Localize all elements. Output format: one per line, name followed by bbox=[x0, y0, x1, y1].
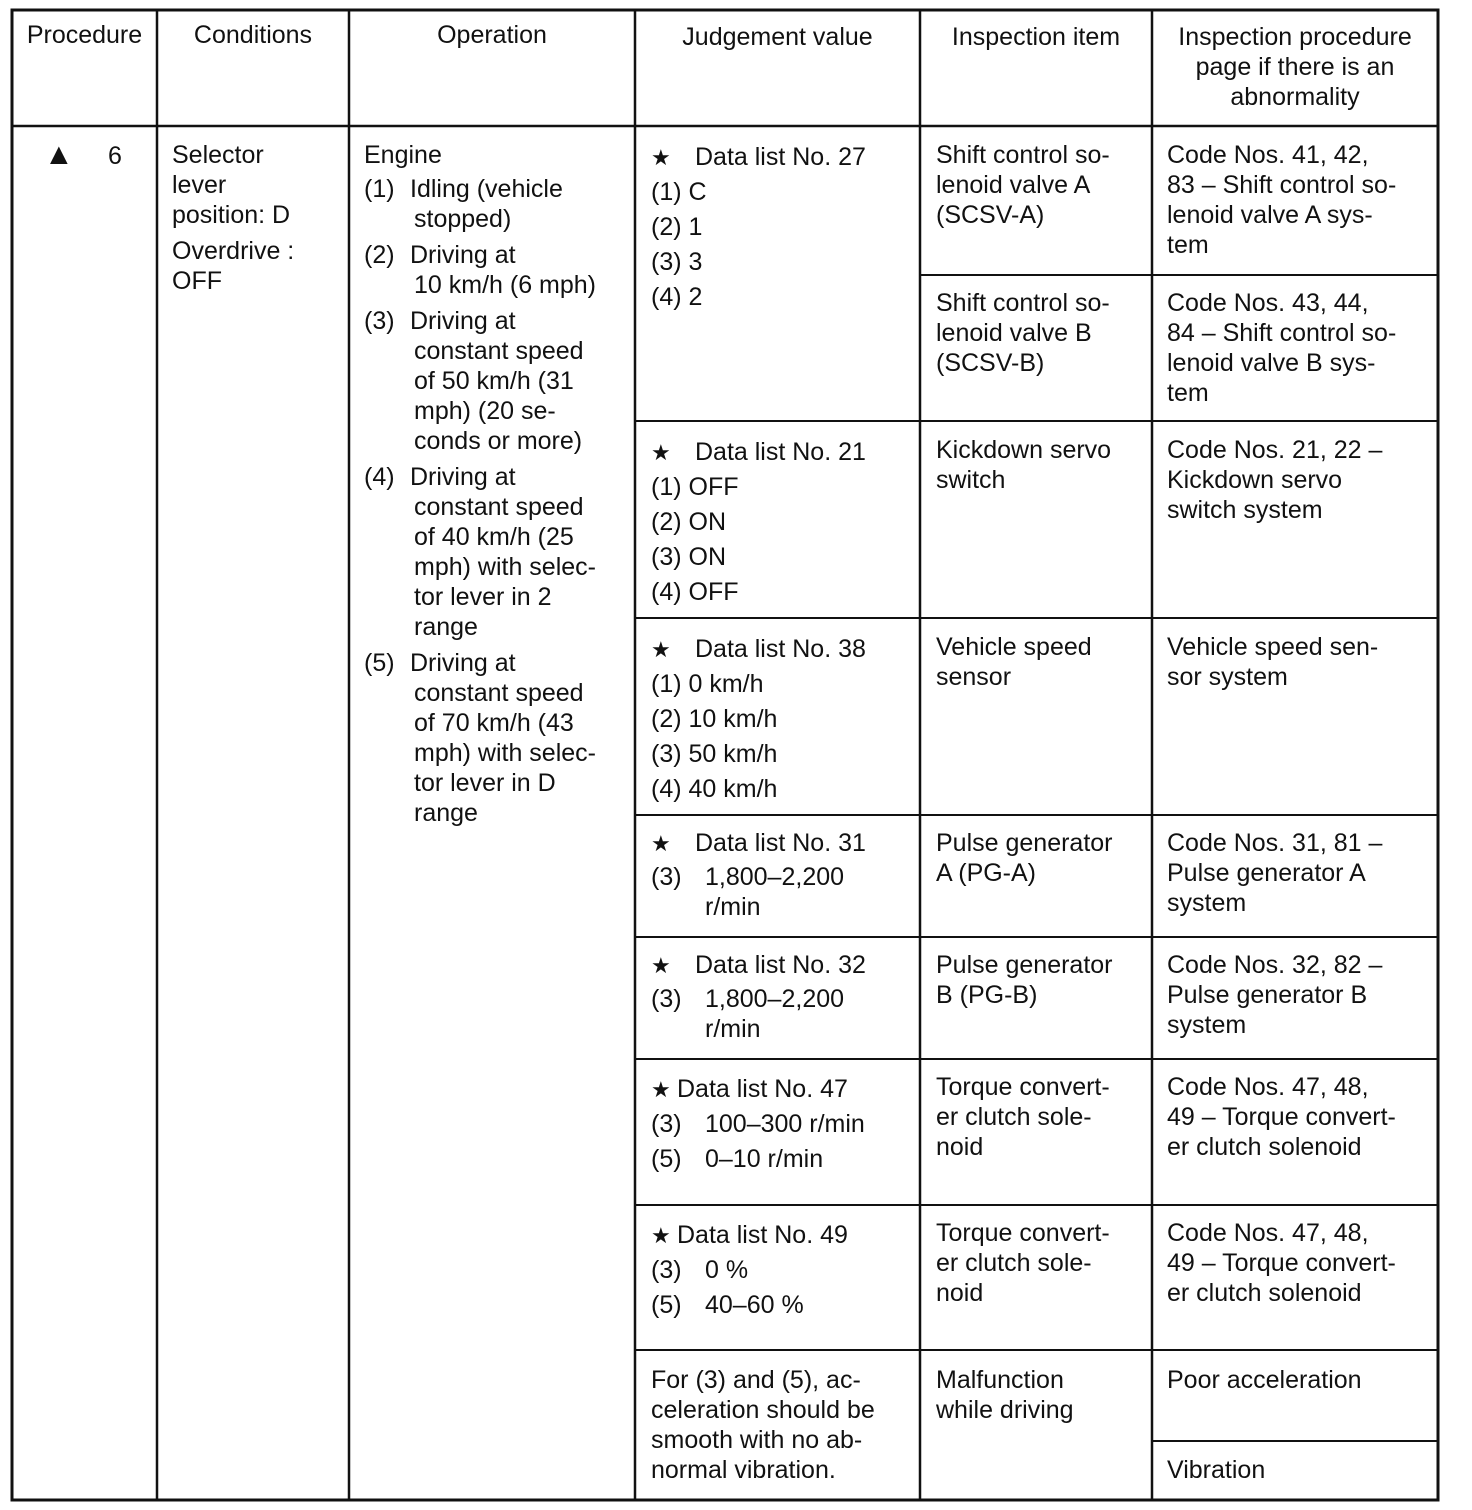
procedure-page-line: tem bbox=[1167, 231, 1209, 259]
inspection-item-line: lenoid valve B bbox=[936, 319, 1092, 347]
procedure-page-line: lenoid valve B sys- bbox=[1167, 349, 1376, 377]
inspection-item-line: (SCSV-A) bbox=[936, 201, 1045, 229]
procedure-page-line: 83 – Shift control so- bbox=[1167, 171, 1397, 199]
procedure-page-line: lenoid valve A sys- bbox=[1167, 201, 1373, 229]
inspection-item-line: noid bbox=[936, 1133, 984, 1161]
step-text: constant speed bbox=[414, 679, 584, 707]
procedure-page-line: Code Nos. 21, 22 – bbox=[1167, 436, 1383, 464]
operation-step bbox=[364, 462, 632, 642]
header-inspection-procedure bbox=[1152, 22, 1438, 112]
data-list-title: Data list No. 32 bbox=[695, 951, 866, 979]
judgement-text-line: celeration should be bbox=[651, 1396, 875, 1424]
data-list-title: Data list No. 47 bbox=[677, 1075, 848, 1103]
header-inspection-item: Inspection item bbox=[951, 23, 1121, 51]
star-icon: ★ bbox=[651, 831, 671, 856]
step-text: Driving at bbox=[410, 463, 516, 491]
inspection-item-line: Pulse generator bbox=[936, 829, 1113, 857]
step-text: tor lever in 2 bbox=[414, 583, 552, 611]
procedure-page-line: er clutch solenoid bbox=[1167, 1279, 1362, 1307]
judgement-value: (1) 0 km/h bbox=[651, 670, 764, 698]
operation-step bbox=[364, 306, 632, 456]
judgement-cell bbox=[651, 1218, 916, 1323]
step-text: constant speed bbox=[414, 493, 584, 521]
inspection-item-line: Torque convert- bbox=[936, 1219, 1110, 1247]
procedure-page-line: Pulse generator B bbox=[1167, 981, 1368, 1009]
judgement-cell bbox=[651, 140, 916, 315]
procedure-page-line: Pulse generator A bbox=[1167, 859, 1366, 887]
data-list-title: Data list No. 21 bbox=[695, 438, 866, 466]
inspection-item-line: er clutch sole- bbox=[936, 1103, 1092, 1131]
step-text: range bbox=[414, 799, 478, 827]
inspection-item-line: A (PG-A) bbox=[936, 859, 1037, 887]
step-reference: (5) bbox=[651, 1291, 682, 1319]
step-number: (3) bbox=[364, 307, 395, 335]
conditions-line: OFF bbox=[172, 267, 222, 295]
header-line: Inspection procedure bbox=[1178, 23, 1412, 51]
warning-triangle-icon: ▲ bbox=[44, 138, 74, 171]
data-list-title: Data list No. 38 bbox=[695, 635, 866, 663]
procedure-page-cell bbox=[1167, 140, 1435, 260]
operation-step bbox=[364, 648, 632, 828]
judgement-cell bbox=[651, 632, 916, 807]
procedure-page-cell bbox=[1167, 1218, 1435, 1308]
procedure-page-line: 49 – Torque convert- bbox=[1167, 1103, 1396, 1131]
procedure-page-cell bbox=[1167, 1072, 1435, 1162]
judgement-value: (4) 2 bbox=[651, 283, 703, 311]
star-icon: ★ bbox=[651, 1223, 671, 1248]
data-list-title: Data list No. 27 bbox=[695, 143, 866, 171]
step-text: 10 km/h (6 mph) bbox=[414, 271, 597, 299]
step-text: of 50 km/h (31 bbox=[414, 367, 574, 395]
step-number: (2) bbox=[364, 241, 395, 269]
conditions-line: lever bbox=[172, 171, 227, 199]
star-icon: ★ bbox=[651, 145, 671, 170]
procedure-page-cell bbox=[1167, 1455, 1435, 1485]
inspection-item-cell bbox=[936, 140, 1150, 230]
operation-title: Engine bbox=[364, 141, 442, 169]
step-reference: (3) bbox=[651, 985, 682, 1013]
procedure-page-line: Code Nos. 32, 82 – bbox=[1167, 951, 1383, 979]
procedure-page-line: Vehicle speed sen- bbox=[1167, 633, 1379, 661]
procedure-page-cell bbox=[1167, 632, 1435, 692]
step-text: mph) (20 se- bbox=[414, 397, 556, 425]
judgement-value: r/min bbox=[705, 893, 761, 921]
header-line: abnormality bbox=[1230, 83, 1360, 111]
judgement-value: 0–10 r/min bbox=[705, 1145, 824, 1173]
procedure-page-cell bbox=[1167, 1365, 1435, 1395]
header-operation: Operation bbox=[437, 21, 547, 49]
inspection-item-line: (SCSV-B) bbox=[936, 349, 1045, 377]
inspection-item-cell bbox=[936, 828, 1150, 888]
procedure-page-line: Code Nos. 47, 48, bbox=[1167, 1073, 1369, 1101]
procedure-page-line: Vibration bbox=[1167, 1456, 1266, 1484]
data-list-title: Data list No. 49 bbox=[677, 1221, 848, 1249]
procedure-page-line: Code Nos. 47, 48, bbox=[1167, 1219, 1369, 1247]
inspection-item-line: Malfunction bbox=[936, 1366, 1064, 1394]
inspection-item-cell bbox=[936, 435, 1150, 495]
data-list-title: Data list No. 31 bbox=[695, 829, 866, 857]
header-procedure: Procedure bbox=[26, 21, 143, 49]
judgement-cell bbox=[651, 435, 916, 610]
step-reference: (3) bbox=[651, 1256, 682, 1284]
inspection-item-line: Pulse generator bbox=[936, 951, 1113, 979]
procedure-page-line: 49 – Torque convert- bbox=[1167, 1249, 1396, 1277]
conditions-line: Overdrive : bbox=[172, 237, 295, 265]
operation-cell bbox=[364, 140, 632, 828]
procedure-number: 6 bbox=[108, 142, 122, 170]
step-reference: (5) bbox=[651, 1145, 682, 1173]
step-text: stopped) bbox=[414, 205, 512, 233]
judgement-cell bbox=[651, 1072, 916, 1177]
procedure-page-line: Code Nos. 31, 81 – bbox=[1167, 829, 1383, 857]
step-reference: (3) bbox=[651, 1110, 682, 1138]
inspection-item-cell bbox=[936, 950, 1150, 1010]
step-text: mph) with selec- bbox=[414, 739, 596, 767]
step-number: (1) bbox=[364, 175, 395, 203]
step-number: (5) bbox=[364, 649, 395, 677]
judgement-value: (3) 3 bbox=[651, 248, 703, 276]
star-icon: ★ bbox=[651, 1077, 671, 1102]
procedure-page-line: Poor acceleration bbox=[1167, 1366, 1362, 1394]
step-text: tor lever in D bbox=[414, 769, 556, 797]
operation-step bbox=[364, 174, 632, 234]
step-text: Driving at bbox=[410, 307, 516, 335]
procedure-page-cell bbox=[1167, 828, 1435, 918]
header-conditions: Conditions bbox=[193, 21, 313, 49]
judgement-cell bbox=[651, 828, 916, 922]
inspection-item-cell bbox=[936, 1072, 1150, 1162]
judgement-cell bbox=[651, 1365, 916, 1485]
step-text: of 70 km/h (43 bbox=[414, 709, 574, 737]
judgement-text-line: smooth with no ab- bbox=[651, 1426, 863, 1454]
judgement-value: (3) 50 km/h bbox=[651, 740, 778, 768]
procedure-page-cell bbox=[1167, 435, 1435, 525]
procedure-page-line: Code Nos. 41, 42, bbox=[1167, 141, 1369, 169]
inspection-item-cell bbox=[936, 1365, 1150, 1425]
inspection-item-line: B (PG-B) bbox=[936, 981, 1038, 1009]
step-text: Driving at bbox=[410, 649, 516, 677]
step-text: Idling (vehicle bbox=[410, 175, 563, 203]
inspection-item-cell bbox=[936, 1218, 1150, 1308]
procedure-page-line: Kickdown servo bbox=[1167, 466, 1343, 494]
inspection-item-line: Torque convert- bbox=[936, 1073, 1110, 1101]
judgement-value: 1,800–2,200 bbox=[705, 985, 845, 1013]
judgement-value: 100–300 r/min bbox=[705, 1110, 865, 1138]
judgement-value: (4) 40 km/h bbox=[651, 775, 778, 803]
inspection-item-line: Vehicle speed bbox=[936, 633, 1092, 661]
star-icon: ★ bbox=[651, 440, 671, 465]
step-text: of 40 km/h (25 bbox=[414, 523, 574, 551]
inspection-item-line: sensor bbox=[936, 663, 1012, 691]
header-line: page if there is an bbox=[1195, 53, 1395, 81]
step-text: conds or more) bbox=[414, 427, 583, 455]
procedure-page-line: Code Nos. 43, 44, bbox=[1167, 289, 1369, 317]
inspection-item-line: switch bbox=[936, 466, 1006, 494]
procedure-page-line: er clutch solenoid bbox=[1167, 1133, 1362, 1161]
judgement-value: (2) ON bbox=[651, 508, 726, 536]
inspection-item-cell bbox=[936, 632, 1150, 692]
step-text: mph) with selec- bbox=[414, 553, 596, 581]
step-text: range bbox=[414, 613, 478, 641]
judgement-value: (2) 1 bbox=[651, 213, 703, 241]
conditions-line: position: D bbox=[172, 201, 291, 229]
judgement-value: 0 % bbox=[705, 1256, 749, 1284]
procedure-page-line: system bbox=[1167, 1011, 1247, 1039]
inspection-item-line: Shift control so- bbox=[936, 289, 1110, 317]
procedure-page-cell bbox=[1167, 288, 1435, 408]
inspection-item-line: Kickdown servo bbox=[936, 436, 1112, 464]
operation-step bbox=[364, 240, 632, 300]
inspection-item-line: lenoid valve A bbox=[936, 171, 1091, 199]
procedure-page-cell bbox=[1167, 950, 1435, 1040]
judgement-value: 1,800–2,200 bbox=[705, 863, 845, 891]
judgement-text-line: For (3) and (5), ac- bbox=[651, 1366, 861, 1394]
inspection-item-line: er clutch sole- bbox=[936, 1249, 1092, 1277]
judgement-value: r/min bbox=[705, 1015, 761, 1043]
step-text: Driving at bbox=[410, 241, 516, 269]
judgement-cell bbox=[651, 950, 916, 1044]
inspection-item-line: while driving bbox=[936, 1396, 1074, 1424]
procedure-page-line: system bbox=[1167, 889, 1247, 917]
conditions-line: Selector bbox=[172, 141, 264, 169]
inspection-item-line: Shift control so- bbox=[936, 141, 1110, 169]
judgement-value: (3) ON bbox=[651, 543, 726, 571]
step-reference: (3) bbox=[651, 863, 682, 891]
inspection-item-cell bbox=[936, 288, 1150, 378]
judgement-text-line: normal vibration. bbox=[651, 1456, 836, 1484]
procedure-page-line: 84 – Shift control so- bbox=[1167, 319, 1397, 347]
step-text: constant speed bbox=[414, 337, 584, 365]
header-judgement-value: Judgement value bbox=[682, 23, 873, 51]
procedure-cell bbox=[44, 140, 144, 171]
judgement-value: (1) C bbox=[651, 178, 707, 206]
star-icon: ★ bbox=[651, 637, 671, 662]
procedure-page-line: tem bbox=[1167, 379, 1209, 407]
star-icon: ★ bbox=[651, 953, 671, 978]
step-number: (4) bbox=[364, 463, 395, 491]
judgement-value: 40–60 % bbox=[705, 1291, 804, 1319]
inspection-item-line: noid bbox=[936, 1279, 984, 1307]
procedure-page-line: switch system bbox=[1167, 496, 1323, 524]
procedure-page-line: sor system bbox=[1167, 663, 1288, 691]
judgement-value: (4) OFF bbox=[651, 578, 739, 606]
judgement-value: (2) 10 km/h bbox=[651, 705, 778, 733]
judgement-value: (1) OFF bbox=[651, 473, 739, 501]
conditions-cell bbox=[172, 140, 347, 296]
